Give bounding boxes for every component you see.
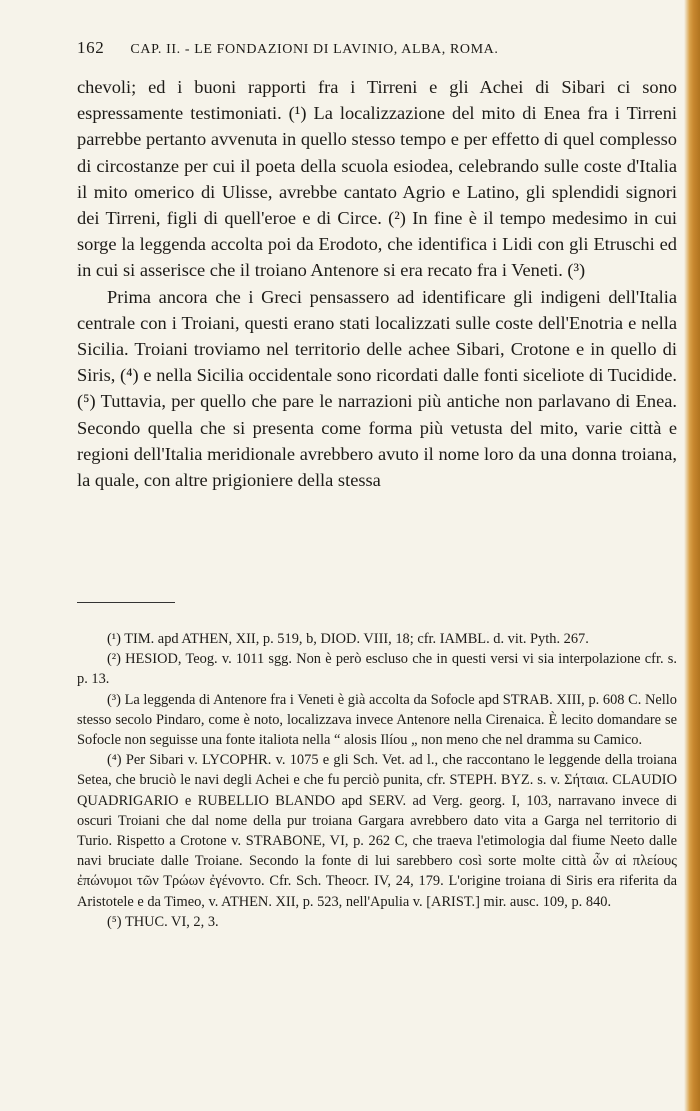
running-header [77,38,677,58]
footnote-3: (³) La leggenda di Antenore fra i Veneti è già accolta da Sofocle apd STRAB. XIII, p. 608 C. Nello stesso secolo Pindaro, come è noto, localizzava invece Antenore nella Cirenaica. È lecito domandare se Sofocle non seguisse una fonte italiota nella “ alosis Ilíou „ non meno che nel dramma su Camico. [77,691,677,749]
footnotes [77,629,677,932]
page-number: 162 [77,38,105,57]
footnote-1: (¹) TIM. apd ATHEN, XII, p. 519, b, DIOD. VIII, 18; cfr. IAMBL. d. vit. Pyth. 267. [107,631,589,647]
main-text [77,74,677,493]
footnote-4: (⁴) Per Sibari v. LYCOPHR. v. 1075 e gli Sch. Vet. ad l., che raccontano le leggende della troiana Setea, che bruciò le navi degli Achei e che fu perciò punita, cfr. STEPH. BYZ. s. v. Σήταια. CLAUDIO QUADRIGARIO e RUBELLIO BLANDO apd SERV. ad Verg. georg. I, 103, narravano invece di oscuri Troiani che dal nome della pur troiana Gargara avrebbero dato vita a Garga nel territorio di Turio. Rispetto a Crotone v. STRABONE, VI, p. 262 C, che traeva l'etimologia dal fiume Neeto dalle navi bruciate dalle Troiane. Secondo la fonte di lui sarebbero così sorte molte città ὧν αἱ πλείους ἐπώνυμοι τῶν Τρώων ἐγένοντο. Cfr. Sch. Theocr. IV, 24, 179. L'origine troiana di Siris era riferita da Aristotele e da Timeo, v. ATHEN. XII, p. 523, nell'Apulia v. [ARIST.] mir. ausc. 109, p. 840. [77,752,677,910]
footnote-2: (²) HESIOD, Teog. v. 1011 sgg. Non è però escluso che in questi versi vi sia interpolazione cfr. s. p. 13. [77,651,677,688]
footnote-divider [77,602,175,603]
paragraph-2: Prima ancora che i Greci pensassero ad identificare gli indigeni dell'Italia centrale con i Troiani, questi erano stati localizzati sulle coste dell'Enotria e nella Sicilia. Troiani troviamo nel territorio delle achee Sibari, Crotone e in quello di Siris, (⁴) e nella Sicilia occidentale sono ricordati dalle fonti siceliote di Tucidide. (⁵) Tuttavia, per quello che pare le narrazioni più antiche non parlavano di Enea. Secondo quella che si presenta come forma più vetusta del mito, varie città e regioni dell'Italia meridionale avrebbero avuto il nome loro da una donna troiana, la quale, con altre prigioniere della stessa [77,286,677,491]
paragraph-1: chevoli; ed i buoni rapporti fra i Tirreni e gli Achei di Sibari ci sono espressamente testimoniati. (¹) La localizzazione del mito di Enea fra i Tirreni parrebbe pertanto avvenuta in quello stesso tempo e per effetto di quel complesso di circostanze per cui il poeta della scuola esiodea, celebrando sulle coste d'Italia il mito omerico di Ulisse, avrebbe cantato Agrio e Latino, gli splendidi signori dei Tirreni, figli di quell'eroe e di Circe. (²) In fine è il tempo medesimo in cui sorge la leggenda accolta poi da Erodoto, che identifica i Lidi con gli Etruschi ed in cui si asserisce che il troiano Antenore si era recato fra i Veneti. (³) [77,77,677,281]
footnote-5: (⁵) THUC. VI, 2, 3. [107,913,219,930]
page-edge-stain [684,0,700,1111]
running-title: CAP. II. - LE FONDAZIONI DI LAVINIO, ALBA, ROMA. [130,42,499,57]
